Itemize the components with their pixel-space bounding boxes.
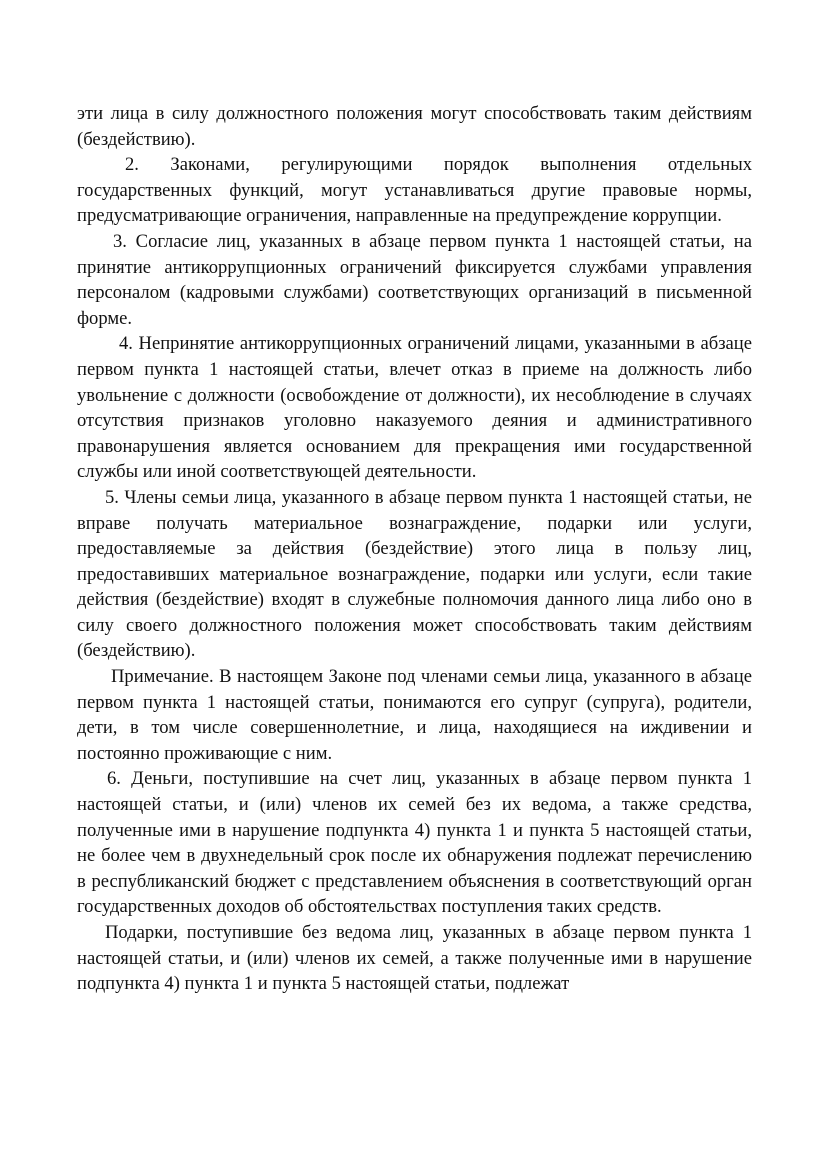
paragraph-item-5: 5. Члены семьи лица, указанного в абзаце первом пункта 1 настоящей статьи, не вправе получать материальное вознаграждение, подарки или услуги, предоставляемые за действия (бездействие) этого лица в пользу лиц, предоставивших материальное вознаграждение, подарки или услуги, если такие действия (бездействие) входят в служебные полномочия данного лица либо оно в силу своего должностного положения может способствовать таким действиям (бездействию).	[77, 486, 752, 662]
paragraph-item-4: 4. Непринятие антикоррупционных ограничений лицами, указанными в абзаце первом пункта 1 настоящей статьи, влечет отказ в приеме на должность либо увольнение с должности (освобождение от должности), их несоблюдение в случаях отсутствия признаков уголовно наказуемого деяния и административного правонарушения является основанием для прекращения ими государственной службы или иной соответствующей деятельности.	[77, 333, 752, 483]
paragraph-continuation: эти лица в силу должностного положения могут способствовать таким действиям (бездействию).	[77, 103, 752, 150]
document-body	[77, 101, 752, 997]
paragraph-note: Примечание. В настоящем Законе под членами семьи лица, указанного в абзаце первом пункта 1 настоящей статьи, понимаются его супруг (супруга), родители, дети, в том числе совершеннолетние, и лица, находящиеся на иждивении и постоянно проживающие с ним.	[77, 666, 752, 764]
paragraph-item-2: 2. Законами, регулирующими порядок выполнения отдельных государственных функций, могут устанавливаться другие правовые нормы, предусматривающие ограничения, направленные на предупреждение коррупции.	[77, 154, 752, 227]
paragraph-item-3: 3. Согласие лиц, указанных в абзаце первом пункта 1 настоящей статьи, на принятие антикоррупционных ограничений фиксируется службами управления персоналом (кадровыми службами) соответствующих организаций в письменной форме.	[77, 230, 752, 329]
paragraph-item-6: 6. Деньги, поступившие на счет лиц, указанных в абзаце первом пункта 1 настоящей статьи, и (или) членов их семей без их ведома, а также средства, полученные ими в нарушение подпункта 4) пункта 1 и пункта 5 настоящей статьи, не более чем в двухнедельный срок после их обнаружения подлежат перечислению в республиканский бюджет с представлением объяснения в соответствующий орган государственных доходов об обстоятельствах поступления таких средств.	[77, 768, 752, 918]
paragraph-gifts: Подарки, поступившие без ведома лиц, указанных в абзаце первом пункта 1 настоящей статьи, и (или) членов их семей, а также полученные ими в нарушение подпункта 4) пункта 1 и пункта 5 настоящей статьи, подлежат	[77, 922, 752, 995]
